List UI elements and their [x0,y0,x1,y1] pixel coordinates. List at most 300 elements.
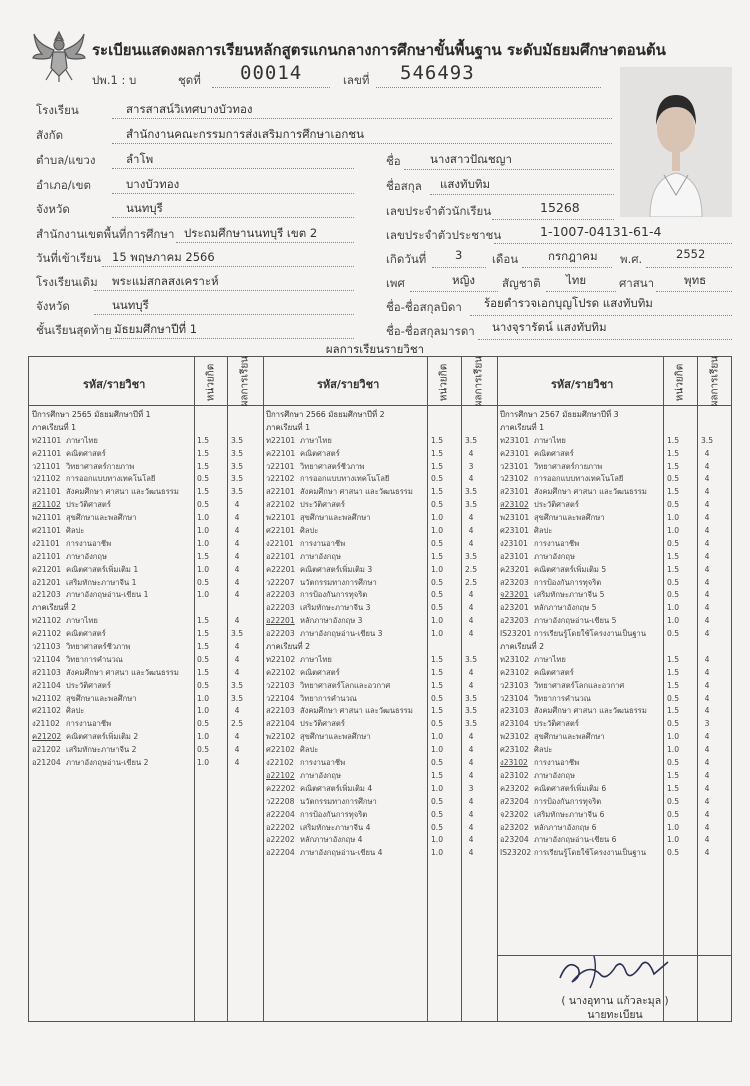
prev-school-label: โรงเรียนเดิม [36,275,98,289]
subject-name: ประวัติศาสตร์ [534,719,579,729]
table-row [32,680,262,693]
grade-value: 4 [704,551,710,561]
section-heading-text: ปีการศึกษา 2566 มัธยมศึกษาปีที่ 2 [266,410,385,419]
subject-code: ศ23102 [500,745,529,755]
credit-value: 1.5 [666,654,680,664]
district-value: บางบัวทอง [126,177,180,191]
credit-value: 0.5 [430,603,444,613]
table-row [266,602,496,615]
table-row [32,486,262,499]
credit-value: 1.0 [430,835,444,845]
nationality-label: สัญชาติ [502,276,541,290]
table-row [500,847,730,860]
credit-value: 1.5 [430,435,444,445]
grade-value: 4 [234,564,240,574]
grade-value: 4 [234,551,240,561]
header-divider [29,405,731,406]
form-code: ปพ.1 : บ [92,73,137,87]
father-value: ร้อยตำรวจเอกบุญโปรด แสงทับทิม [484,296,653,310]
subject-name: คณิตศาสตร์เพิ่มเติม 2 [66,732,139,742]
credit-value: 1.5 [196,616,210,626]
credit-value: 1.0 [666,822,680,832]
grade-value: 4 [704,745,710,755]
subject-name: เสริมทักษะภาษาจีน 2 [66,745,137,755]
subject-code: จ23201 [500,590,529,600]
section-heading [266,641,496,654]
grade-value: 4 [468,680,474,690]
province-value: นนทบุรี [126,201,163,215]
subject-name: ภาษาอังกฤษ [534,551,576,561]
table-row [266,705,496,718]
subject-code: อ22101 [266,551,295,561]
table-row [500,628,730,641]
credit-value: 0.5 [430,796,444,806]
table-row [500,525,730,538]
entry-date-label: วันที่เข้าเรียน [36,251,101,265]
grade-value: 4 [468,822,474,832]
subject-code: ส23203 [500,577,529,587]
grade-value: 4 [234,590,240,600]
subject-code: พ22101 [266,513,296,523]
header-credit-3: หน่วยกิต [674,363,686,402]
mother-label: ชื่อ-ชื่อสกุลมารดา [386,324,475,338]
table-row [32,473,262,486]
credit-value: 1.0 [666,835,680,845]
credit-value: 1.0 [430,848,444,858]
subject-code: ค23201 [500,564,530,574]
credit-value: 1.0 [430,616,444,626]
grade-value: 3.5 [230,474,244,484]
area-office-label: สำนักงานเขตพื้นที่การศึกษา [36,227,175,241]
grade-value: 4 [704,590,710,600]
table-row [500,744,730,757]
subject-code: ง22101 [266,538,294,548]
subject-name: คณิตศาสตร์ [66,448,106,458]
subject-code: ว23101 [500,461,529,471]
credit-value: 1.5 [196,629,210,639]
section-heading-text: ภาคเรียนที่ 1 [32,422,77,432]
grade-value: 4 [704,693,710,703]
nationality-value: ไทย [566,273,587,287]
section-heading-text: ภาคเรียนที่ 2 [500,642,545,652]
table-row [32,577,262,590]
credit-value: 1.5 [666,551,680,561]
subject-code: จ23202 [500,809,529,819]
subject-code: ศ22102 [266,745,295,755]
credit-value: 1.5 [430,448,444,458]
grade-value: 4 [468,770,474,780]
subject-name: การงานอาชีพ [534,538,580,548]
grade-value: 3.5 [230,693,244,703]
subject-code: ว22104 [266,693,295,703]
subject-name: หลักภาษาอังกฤษ 4 [300,835,363,845]
religion-value: พุทธ [684,273,707,287]
subject-name: คณิตศาสตร์ [300,448,340,458]
table-row [500,783,730,796]
subject-name: สังคมศึกษา ศาสนา และวัฒนธรรม [534,706,647,716]
col-divider [263,357,264,1021]
subject-name: ศิลปะ [534,526,553,536]
subject-name: สังคมศึกษา ศาสนา และวัฒนธรรม [66,487,179,497]
grade-value: 3.5 [230,448,244,458]
grade-value: 4 [468,732,474,742]
subject-code: พ22102 [266,732,296,742]
subject-code: ศ21101 [32,526,61,536]
subject-name: หลักภาษาอังกฤษ 5 [534,603,597,613]
table-row [500,589,730,602]
subject-name: สุขศึกษาและพลศึกษา [66,513,137,523]
subject-name: วิทยาศาสตร์โลกและอวกาศ [534,680,625,690]
subject-code: ท22102 [266,654,296,664]
table-row [266,564,496,577]
table-row [266,718,496,731]
subject-code: ว21102 [32,474,61,484]
number-label: เลขที่ [343,73,370,87]
table-row [500,796,730,809]
subject-code: ส22101 [266,487,295,497]
subject-name: การออกแบบทางเทคโนโลยี [66,474,156,484]
grade-value: 4 [704,564,710,574]
subject-code: พ23101 [500,513,530,523]
header-grade-3: ผลการเรียน [709,355,721,407]
year-column-2 [266,409,496,860]
table-row [266,680,496,693]
document-title: ระเบียนแสดงผลการเรียนหลักสูตรแกนกลางการศึกษาขั้นพื้นฐาน ระดับมัธยมศึกษาตอนต้น [92,41,666,59]
grade-value: 4 [234,745,240,755]
grade-value: 4 [468,848,474,858]
credit-value: 1.0 [196,513,210,523]
era-label: พ.ศ. [620,252,643,266]
subject-code: ท21101 [32,435,62,445]
subject-code: ส23103 [500,706,529,716]
grade-value: 3.5 [230,487,244,497]
table-row [266,796,496,809]
subject-name: การป้องกันการทุจริต [534,796,602,806]
credit-value: 1.5 [430,680,444,690]
subject-name: สังคมศึกษา ศาสนา และวัฒนธรรม [300,706,413,716]
grade-value: 3.5 [700,435,714,445]
subject-name: สังคมศึกษา ศาสนา และวัฒนธรรม [66,667,179,677]
subject-name: ศิลปะ [534,745,553,755]
affiliation-label: สังกัด [36,128,64,142]
subject-name: ภาษาไทย [534,654,566,664]
credit-value: 1.0 [430,783,444,793]
subject-code: ค21102 [32,629,62,639]
subject-code: อ22202 [266,822,295,832]
subject-code: อ23203 [500,616,529,626]
subject-name: ภาษาอังกฤษอ่าน-เขียน 2 [66,758,149,768]
subject-name: วิทยาศาสตร์ชีวภาพ [300,461,365,471]
credit-value: 0.5 [666,500,680,510]
results-heading: ผลการเรียนรายวิชา [325,342,425,356]
credit-value: 1.0 [430,564,444,574]
grade-value: 4 [704,654,710,664]
grade-value: 4 [234,667,240,677]
table-row [500,602,730,615]
grade-value: 4 [704,513,710,523]
table-row [266,847,496,860]
subject-code: ส22102 [266,500,295,510]
credit-value: 1.0 [430,526,444,536]
table-row [32,654,262,667]
subject-name: คณิตศาสตร์เพิ่มเติม 5 [534,564,607,574]
table-row [32,667,262,680]
district-label: อำเภอ/เขต [36,178,91,192]
subject-name: คณิตศาสตร์ [534,448,574,458]
subject-code: ส21101 [32,487,61,497]
table-row [266,667,496,680]
grade-value: 4 [468,448,474,458]
subject-code: ว23104 [500,693,529,703]
table-row [500,461,730,474]
table-row [32,525,262,538]
registrar-name: ( นางอุทาน แก้วละมุล ) [561,995,669,1007]
subject-name: ภาษาอังกฤษ [300,551,342,561]
prev-province-label: จังหวัด [36,299,70,313]
province-label: จังหวัด [36,202,70,216]
credit-value: 0.5 [430,538,444,548]
birth-day-value: 3 [455,248,463,262]
set-label: ชุดที่ [178,73,201,87]
credit-value: 0.5 [666,758,680,768]
grade-value: 3 [704,719,710,729]
credit-value: 0.5 [666,719,680,729]
table-row [32,615,262,628]
credit-value: 0.5 [430,474,444,484]
subject-name: การออกแบบทางเทคโนโลยี [300,474,390,484]
table-row [500,654,730,667]
header-credit-1: หน่วยกิต [205,363,217,402]
subject-code: ว22207 [266,577,295,587]
credit-value: 0.5 [196,474,210,484]
col-divider [497,357,498,1021]
subject-code: ส22104 [266,719,295,729]
subject-name: หลักภาษาอังกฤษ 3 [300,616,363,626]
table-row [500,473,730,486]
credit-value: 1.5 [666,448,680,458]
table-row [500,486,730,499]
header-subject-1: รหัส/รายวิชา [83,378,146,391]
credit-value: 0.5 [196,500,210,510]
subject-name: สุขศึกษาและพลศึกษา [66,693,137,703]
table-row [266,525,496,538]
subject-code: อ22202 [266,835,295,845]
table-row [500,564,730,577]
subject-name: เสริมทักษะภาษาจีน 1 [66,577,137,587]
table-row [266,757,496,770]
table-row [32,564,262,577]
grade-value: 3.5 [464,693,478,703]
subject-name: การงานอาชีพ [300,758,346,768]
subject-name: นวัตกรรมทางการศึกษา [300,577,377,587]
table-row [500,705,730,718]
grade-value: 4 [704,500,710,510]
credit-value: 1.5 [430,487,444,497]
table-row [32,551,262,564]
subject-code: ค21202 [32,732,62,742]
subject-code: ส21104 [32,680,61,690]
credit-value: 0.5 [196,719,210,729]
header-credit-2: หน่วยกิต [438,363,450,402]
grade-value: 3.5 [464,719,478,729]
credit-value: 0.5 [666,809,680,819]
surname-value: แสงทับทิม [440,177,491,191]
subject-code: ว21101 [32,461,61,471]
credit-value: 1.5 [430,461,444,471]
credit-value: 0.5 [196,680,210,690]
table-row [266,654,496,667]
name-label: ชื่อ [386,154,401,168]
table-row [500,770,730,783]
subject-code: ค22102 [266,667,296,677]
subject-code: ท21102 [32,616,62,626]
grade-value: 3 [468,461,474,471]
grade-value: 4 [704,538,710,548]
sex-label: เพศ [386,276,405,290]
credit-value: 1.0 [430,629,444,639]
subject-code: ค23101 [500,448,530,458]
credit-value: 0.5 [430,577,444,587]
subject-code: อ21203 [32,590,61,600]
grade-value: 3.5 [230,629,244,639]
subject-name: การงานอาชีพ [66,538,112,548]
credit-value: 1.0 [666,616,680,626]
subject-name: ภาษาอังกฤษ [534,770,576,780]
credit-value: 0.5 [430,822,444,832]
table-row [32,512,262,525]
subject-name: ประวัติศาสตร์ [300,719,345,729]
table-row [266,834,496,847]
last-level-label: ชั้นเรียนสุดท้าย [36,323,112,337]
grade-value: 3.5 [464,654,478,664]
grade-value: 4 [468,616,474,626]
credit-value: 1.0 [196,758,210,768]
subject-name: วิทยาศาสตร์โลกและอวกาศ [300,680,391,690]
grade-value: 4 [234,500,240,510]
header-subject-2: รหัส/รายวิชา [317,378,380,391]
grade-value: 4 [234,642,240,652]
subject-code: พ21102 [32,693,62,703]
subject-code: อ21101 [32,551,61,561]
grade-value: 3.5 [464,551,478,561]
student-id-label: เลขประจำตัวนักเรียน [386,204,492,218]
credit-value: 0.5 [666,474,680,484]
subject-name: เสริมทักษะภาษาจีน 5 [534,590,605,600]
subject-name: วิทยาศาสตร์ชีวภาพ [66,642,131,652]
table-row [32,718,262,731]
subject-code: ว22101 [266,461,295,471]
grade-value: 4 [234,513,240,523]
credit-value: 1.5 [666,770,680,780]
grade-value: 4 [704,848,710,858]
table-row [32,641,262,654]
subject-code: ศ23101 [500,526,529,536]
grade-value: 4 [468,526,474,536]
table-row [500,809,730,822]
registrar-signature [498,952,732,992]
table-row [500,448,730,461]
credit-value: 1.0 [666,513,680,523]
section-heading-text: ภาคเรียนที่ 2 [32,603,77,613]
subject-name: คณิตศาสตร์ [300,667,340,677]
section-heading [32,602,262,615]
credit-value: 0.5 [196,654,210,664]
subject-name: ประวัติศาสตร์ [300,500,345,510]
grade-value: 4 [704,835,710,845]
grade-value: 4 [468,667,474,677]
table-row [500,435,730,448]
credit-value: 1.5 [666,706,680,716]
table-row [266,770,496,783]
credit-value: 1.0 [430,745,444,755]
credit-value: 0.5 [666,577,680,587]
grade-value: 4 [704,448,710,458]
student-id-value: 15268 [540,200,580,215]
credit-value: 1.5 [196,667,210,677]
grade-value: 4 [704,680,710,690]
grade-value: 4 [704,822,710,832]
table-row [500,499,730,512]
credit-value: 0.5 [666,538,680,548]
subject-name: ภาษาไทย [534,435,566,445]
table-row [266,693,496,706]
table-row [266,731,496,744]
subject-code: ศ21102 [32,706,61,716]
subject-code: ว22102 [266,474,295,484]
subject-name: การป้องกันการทุจริต [534,577,602,587]
grade-value: 4 [234,706,240,716]
subject-name: ศิลปะ [300,526,319,536]
subject-name: ศิลปะ [66,526,85,536]
credit-value: 1.5 [430,654,444,664]
table-row [266,809,496,822]
subject-code: ท23102 [500,654,530,664]
grade-value: 4 [704,783,710,793]
subject-code: ส23204 [500,796,529,806]
table-row [500,822,730,835]
credit-value: 0.5 [430,500,444,510]
subject-name: เสริมทักษะภาษาจีน 4 [300,822,371,832]
section-heading [500,641,730,654]
table-row [500,834,730,847]
subject-code: ง23101 [500,538,528,548]
section-heading-text: ภาคเรียนที่ 1 [500,422,545,432]
credit-value: 0.5 [196,745,210,755]
year-column-1 [32,409,262,770]
credit-value: 1.5 [196,448,210,458]
section-heading [266,422,496,435]
credit-value: 1.0 [666,745,680,755]
credit-value: 0.5 [666,848,680,858]
grade-value: 4 [704,706,710,716]
credit-value: 1.5 [196,551,210,561]
grade-value: 4 [704,770,710,780]
subject-code: ง21102 [32,719,60,729]
table-row [266,783,496,796]
grade-value: 4 [468,745,474,755]
set-number: 00014 [240,62,303,84]
subject-name: หลักภาษาอังกฤษ 6 [534,822,597,832]
subject-code: ส23101 [500,487,529,497]
subject-code: อ21204 [32,758,61,768]
subject-name: ภาษาอังกฤษอ่าน-เขียน 4 [300,848,383,858]
credit-value: 1.0 [196,732,210,742]
grade-value: 4 [468,758,474,768]
table-row [32,538,262,551]
subject-name: วิทยาการคำนวณ [300,693,357,703]
grade-value: 2.5 [464,564,478,574]
credit-value: 1.5 [666,564,680,574]
